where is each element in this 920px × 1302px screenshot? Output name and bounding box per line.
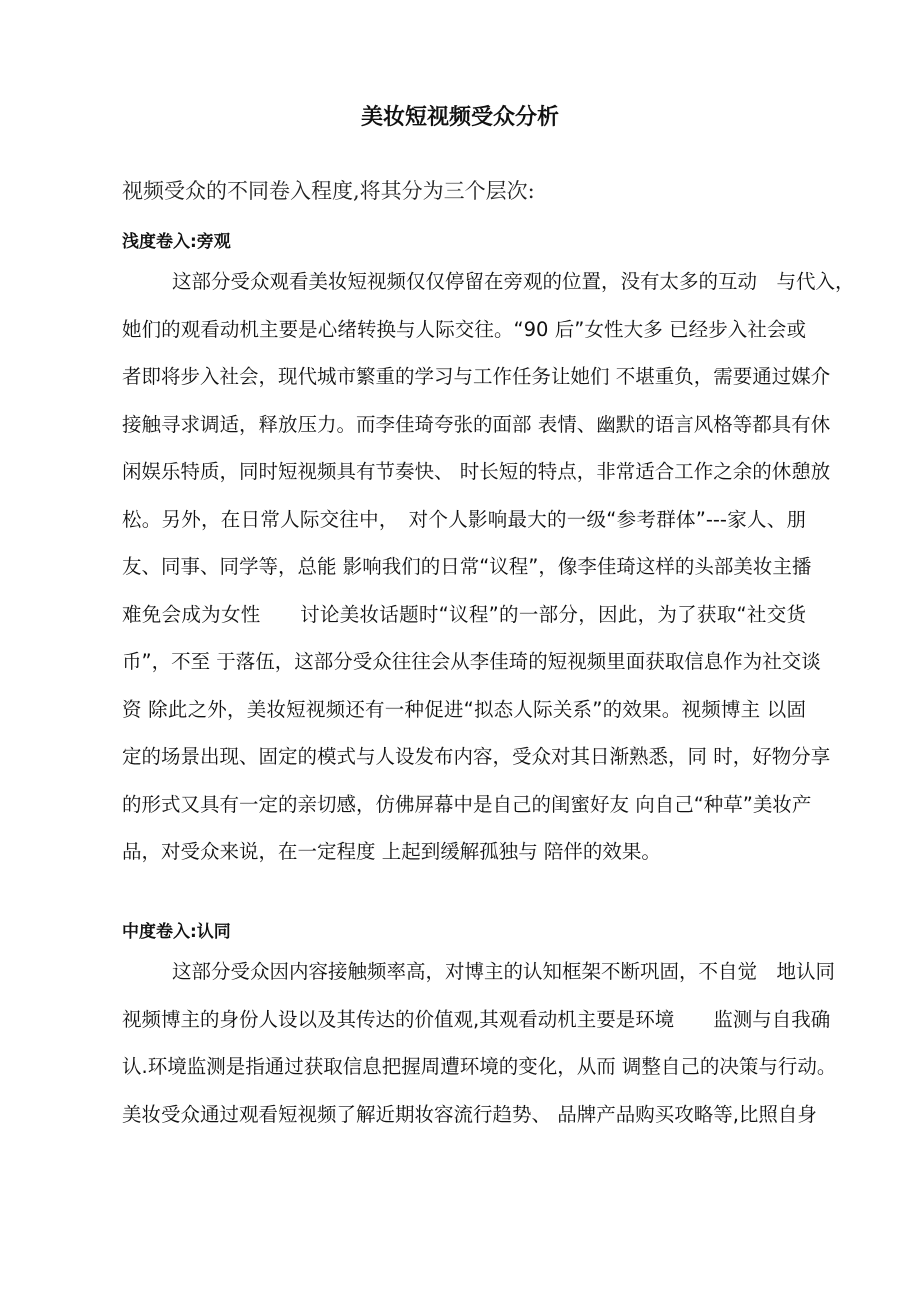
paragraph-line: 品，对受众来说，在一定程度 上起到缓解孤独与 陪伴的效果。	[122, 840, 661, 863]
paragraph-line: 认.环境监测是指通过获取信息把握周遭环境的变化，从而 调整自己的决策与行动。	[122, 1055, 837, 1078]
paragraph-line: 松。另外，在日常人际交往中， 对个人影响最大的一级“参考群体”---家人、朋	[122, 507, 806, 531]
document-title: 美妆短视频受众分析	[360, 105, 559, 130]
paragraph-line: 这部分受众因内容接触频率高，对博主的认知框架不断巩固，不自觉 地认同	[172, 960, 836, 983]
paragraph-line: 币”，不至 于落伍，这部分受众往往会从李佳琦的短视频里面获取信息作为社交谈	[122, 650, 821, 673]
intro-text: 视频受众的不同卷入程度,将其分为三个层次:	[122, 179, 535, 203]
paragraph-line: 接触寻求调适，释放压力。而李佳琦夸张的面部 表情、幽默的语言风格等都具有休	[122, 412, 831, 436]
paragraph-line: 定的场景出现、固定的模式与人设发布内容，受众对其日渐熟悉，同 时，好物分享	[122, 745, 831, 768]
section-heading-shallow: 浅度卷入:旁观	[122, 232, 231, 252]
section-heading-medium: 中度卷入:认同	[122, 922, 231, 942]
paragraph-line: 友、同事、同学等，总能 影响我们的日常“议程”，像李佳琦这样的头部美妆主播	[122, 555, 812, 578]
paragraph-line: 美妆受众通过观看短视频了解近期妆容流行趋势、 品牌产品购买攻略等,比照自身	[122, 1102, 817, 1126]
paragraph-line: 资 除此之外，美妆短视频还有一种促进“拟态人际关系”的效果。视频博主 以固	[122, 697, 806, 721]
paragraph-line: 她们的观看动机主要是心绪转换与人际交往。“90 后”女性大多 已经步入社会或	[122, 317, 806, 341]
paragraph-line: 这部分受众观看美妆短视频仅仅停留在旁观的位置，没有太多的互动 与代入，	[172, 270, 855, 293]
paragraph-line: 闲娱乐特质，同时短视频具有节奏快、 时长短的特点，非常适合工作之余的休憩放	[122, 460, 831, 483]
paragraph-line: 的形式又具有一定的亲切感，仿佛屏幕中是自己的闺蜜好友 向自己“种草”美妆产	[122, 792, 812, 816]
paragraph-line: 者即将步入社会，现代城市繁重的学习与工作任务让她们 不堪重负，需要通过媒介	[122, 365, 831, 388]
paragraph-line: 难免会成为女性 讨论美妆话题时“议程”的一部分，因此，为了获取“社交货	[122, 602, 806, 626]
paragraph-line: 视频博主的身份人设以及其传达的价值观,其观看动机主要是环境 监测与自我确	[122, 1007, 831, 1031]
